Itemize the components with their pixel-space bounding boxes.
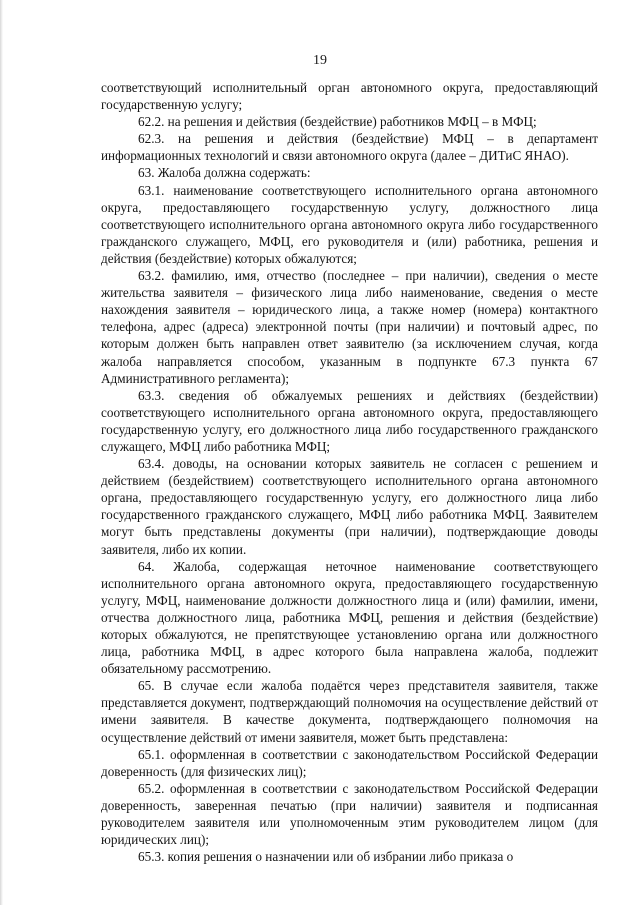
paragraph-64: 64. Жалоба, содержащая неточное наименование соответствующего исполнительного органа автономного округа, предоставляющего государственную услугу, МФЦ, наименование должности должностного лица и (или) фамилии, имени, отчества должностного лица, работника МФЦ, решения и действия (бездействие) которых обжалуются, не препятствующее установлению органа или должностного лица, работника МФЦ, в адрес которого была направлена жалоба, подлежит обязательному рассмотрению. xyxy=(101,558,598,677)
paragraph-65-1: 65.1. оформленная в соответствии с законодательством Российской Федерации доверенность (для физических лиц); xyxy=(101,746,598,779)
paragraph-65-3: 65.3. копия решения о назначении или об избрании либо приказа о xyxy=(138,849,514,865)
document-body xyxy=(101,79,598,865)
paragraph-65-2: 65.2. оформленная в соответствии с законодательством Российской Федерации доверенность, заверенная печатью (при наличии) заявителя и подписанная руководителем заявителя или уполномоченным этим руководителем лицом (для юридических лиц); xyxy=(101,780,598,848)
page-number: 19 xyxy=(313,53,327,68)
paragraph-65: 65. В случае если жалоба подаётся через представителя заявителя, также представляется документ, подтверждающий полномочия на осуществление действий от имени заявителя. В качестве документа, подтверждающего полномочия на осуществление действий от имени заявителя, может быть представлена: xyxy=(101,678,598,745)
paragraph-63-1: 63.1. наименование соответствующего исполнительного органа автономного округа, предоставляющего государственную услугу, должностного лица соответствующего исполнительного органа автономного округа либо государственного гражданского служащего, МФЦ, его руководителя и (или) работника, решения и действия (бездействие) которых обжалуются; xyxy=(101,182,598,266)
paragraph-62-2: 62.2. на решения и действия (бездействие) работников МФЦ – в МФЦ; xyxy=(138,114,537,130)
paragraph-continuation: соответствующий исполнительный орган автономного округа, предоставляющий государственную услугу; xyxy=(101,80,598,113)
scan-edge-shadow xyxy=(0,0,3,905)
paragraph-63-4: 63.4. доводы, на основании которых заявитель не согласен с решением и действием (бездействием) соответствующего исполнительного органа автономного органа, предоставляющего государственную услугу, его должностного лица либо государственного гражданского служащего, МФЦ либо работника МФЦ. Заявителем могут быть представлены документы (при наличии), подтверждающие доводы заявителя, либо их копии. xyxy=(101,456,598,557)
paragraph-63-3: 63.3. сведения об обжалуемых решениях и действиях (бездействии) соответствующего исполнительного органа автономного округа, предоставляющего государственную услугу, его должностного лица либо государственного гражданского служащего, МФЦ либо работника МФЦ; xyxy=(101,387,598,454)
paragraph-62-3: 62.3. на решения и действия (бездействие) МФЦ – в департамент информационных технологий и связи автономного округа (далее – ДИТиС ЯНАО). xyxy=(101,131,598,164)
paragraph-63-2: 63.2. фамилию, имя, отчество (последнее – при наличии), сведения о месте жительства заявителя – физического лица либо наименование, сведения о месте нахождения заявителя – юридического лица, а также номер (номера) контактного телефона, адрес (адреса) электронной почты (при наличии) и почтовый адрес, по которым должен быть направлен ответ заявителю (за исключением случая, когда жалоба направляется способом, указанным в подпункте 67.3 пункта 67 Административного регламента); xyxy=(101,268,598,386)
paragraph-63: 63. Жалоба должна содержать: xyxy=(138,165,311,181)
